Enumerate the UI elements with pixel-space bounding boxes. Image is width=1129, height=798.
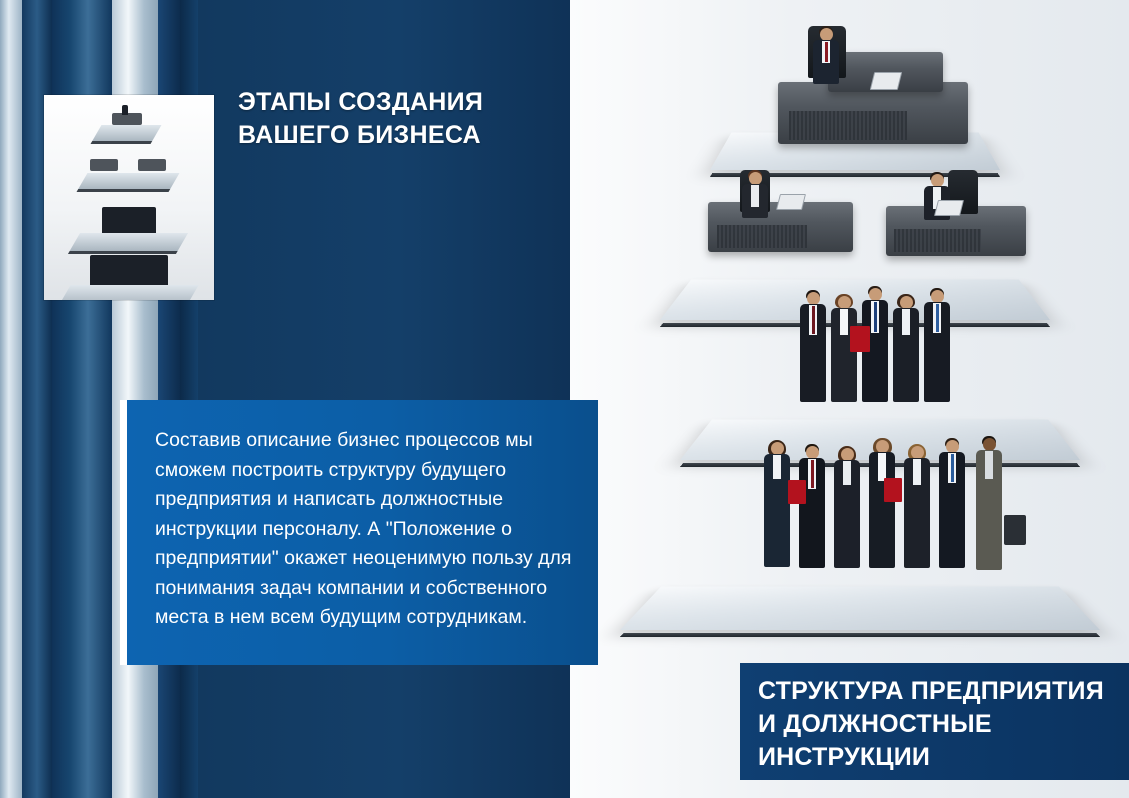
- thumb-platform-2: [77, 173, 180, 192]
- section-caption-line-1: СТРУКТУРА ПРЕДПРИЯТИЯ: [758, 677, 1104, 705]
- person-top-manager: [806, 28, 846, 84]
- body-text-box: [120, 400, 598, 665]
- decor-stripe-1: [0, 0, 22, 798]
- person-level3-5: [920, 290, 954, 402]
- slide-thumbnail-preview: [44, 95, 214, 300]
- page-title-line-2: ВАШЕГО БИЗНЕСА: [238, 121, 481, 149]
- thumb-group-3: [102, 207, 156, 233]
- thumb-desk-3: [138, 159, 166, 171]
- section-caption-line-2: И ДОЛЖНОСТНЫЕ: [758, 710, 992, 738]
- folder-red: [850, 326, 870, 352]
- person-level3-4: [890, 296, 922, 402]
- section-caption: [740, 663, 1129, 780]
- briefcase-icon: [1004, 515, 1026, 545]
- thumb-group-4: [90, 255, 168, 285]
- section-caption-line-3: ИНСТРУКЦИИ: [758, 743, 931, 771]
- monitor-manager-right: [934, 200, 964, 216]
- page-title: [238, 86, 568, 152]
- thumb-platform-1: [91, 125, 162, 144]
- person-manager-left: [738, 172, 772, 218]
- business-hierarchy-illustration: [600, 10, 1129, 670]
- person-level4-4: [864, 440, 900, 568]
- thumb-desk-2: [90, 159, 118, 171]
- thumb-platform-3: [68, 233, 188, 254]
- thumb-person-1: [122, 105, 128, 115]
- body-text: Составив описание бизнес процессов мы сможем построить структуру будущего предприятия и написать должностные инструкции персоналу. А "Положение о предприятии" окажет неоценимую пользу для понимания задач компании и собственного места в нем всем будущим сотрудникам.: [155, 429, 572, 628]
- person-level4-5: [900, 446, 934, 568]
- folder-red-2: [788, 480, 806, 504]
- monitor-top-manager: [870, 72, 902, 90]
- person-level4-1: [760, 442, 794, 567]
- person-level3-1: [796, 292, 830, 402]
- page-title-line-1: ЭТАПЫ СОЗДАНИЯ: [238, 88, 484, 116]
- person-level4-3: [830, 448, 864, 568]
- monitor-manager-left: [776, 194, 806, 210]
- thumb-platform-4: [57, 285, 198, 300]
- person-level4-2: [794, 446, 830, 568]
- person-level4-7: [970, 438, 1008, 570]
- person-level4-6: [934, 440, 970, 568]
